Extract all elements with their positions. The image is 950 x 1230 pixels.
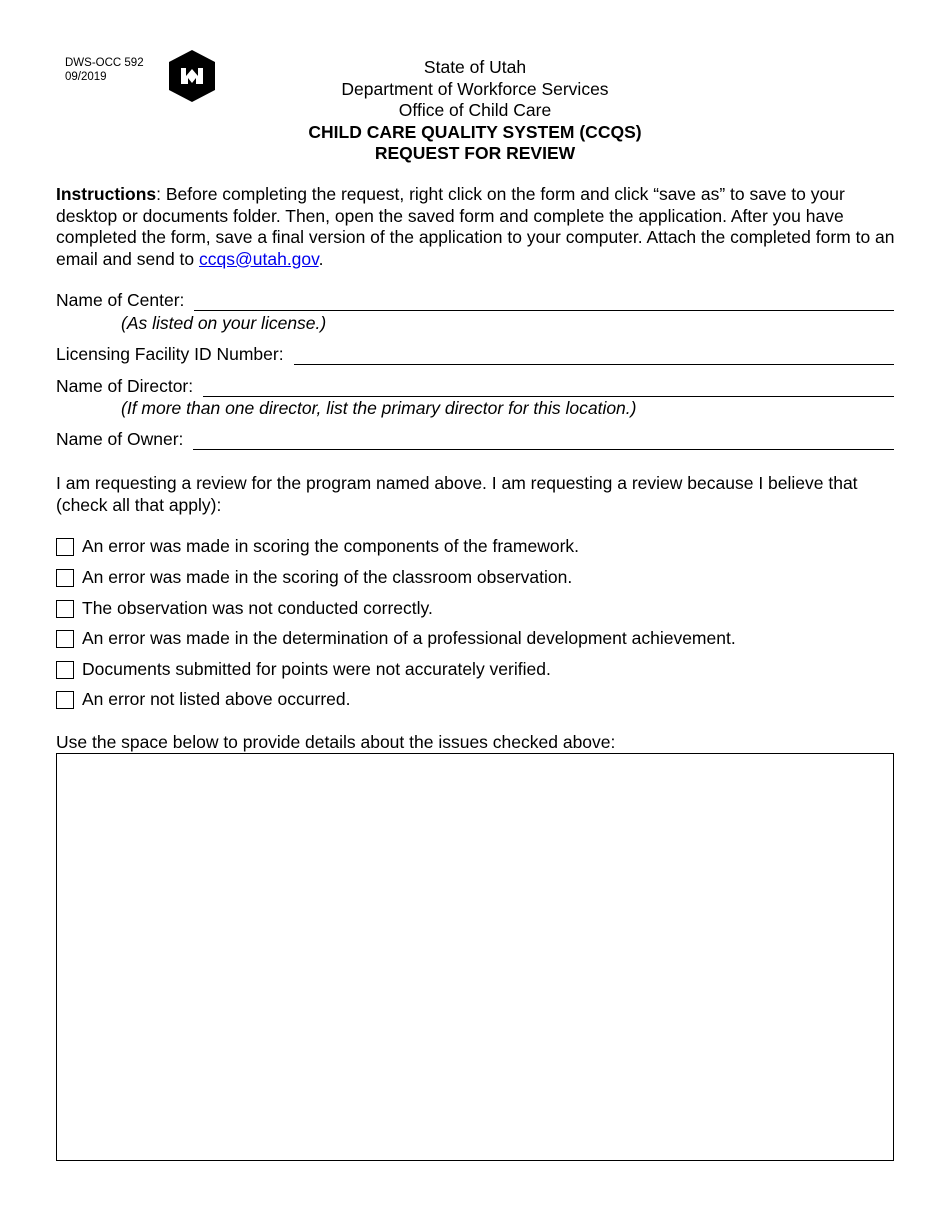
instructions-end: . <box>318 248 324 269</box>
header-state: State of Utah <box>423 57 527 77</box>
checkbox-label: An error was made in the scoring of the classroom observation. <box>82 567 573 587</box>
request-text: I am requesting a review for the program named above. I am requesting a review because I believe that (check all that apply): <box>56 473 858 515</box>
owner-input[interactable] <box>193 431 894 450</box>
checkbox-label: An error not listed above occurred. <box>82 689 351 709</box>
director-input[interactable] <box>203 378 894 397</box>
director-label: Name of Director: <box>56 376 194 396</box>
center-input[interactable] <box>194 292 894 311</box>
checkbox-row <box>56 598 433 619</box>
checkbox-label: Documents submitted for points were not accurately verified. <box>82 659 551 679</box>
center-field <box>56 290 894 311</box>
instructions-text: : Before completing the request, right click on the form and click “save as” to save to your desktop or documents folder. Then, open the saved form and complete the application. After you have completed the form, save a final version of the application to your computer. Attach the completed form to an email and send to <box>56 184 895 269</box>
form-date: 09/2019 <box>65 71 107 83</box>
center-note: (As listed on your license.) <box>121 313 327 333</box>
instructions <box>56 184 901 270</box>
director-field <box>56 376 894 397</box>
checkbox[interactable] <box>56 691 74 709</box>
page-title: CHILD CARE QUALITY SYSTEM (CCQS) <box>308 121 642 142</box>
checkbox-row <box>56 567 572 588</box>
details-textarea[interactable] <box>56 753 894 1161</box>
checkbox-row <box>56 536 579 557</box>
page-header <box>0 57 950 165</box>
checkbox[interactable] <box>56 661 74 679</box>
checkbox-label: An error was made in the determination of a professional development achievement. <box>82 628 736 648</box>
checkbox-label: An error was made in scoring the components of the framework. <box>82 536 580 556</box>
facility-field <box>56 344 894 365</box>
email-link[interactable]: ccqs@utah.gov <box>199 248 319 269</box>
checkbox[interactable] <box>56 600 74 618</box>
director-note: (If more than one director, list the primary director for this location.) <box>121 398 637 418</box>
facility-label: Licensing Facility ID Number: <box>56 344 284 364</box>
header-office: Office of Child Care <box>398 100 552 120</box>
checkbox[interactable] <box>56 538 74 556</box>
owner-label: Name of Owner: <box>56 429 184 449</box>
facility-input[interactable] <box>294 346 894 365</box>
header-department: Department of Workforce Services <box>341 78 609 99</box>
page-subtitle: REQUEST FOR REVIEW <box>374 143 576 163</box>
details-label: Use the space below to provide details about the issues checked above: <box>56 732 616 752</box>
center-label: Name of Center: <box>56 290 185 310</box>
instructions-label: Instructions <box>56 184 157 204</box>
checkbox-label: The observation was not conducted correctly. <box>82 598 433 618</box>
checkbox[interactable] <box>56 630 74 648</box>
checkbox-row <box>56 689 350 710</box>
checkbox[interactable] <box>56 569 74 587</box>
checkbox-row <box>56 659 551 680</box>
owner-field <box>56 429 894 450</box>
form-number: DWS-OCC 592 <box>65 57 144 69</box>
checkbox-row <box>56 628 736 649</box>
